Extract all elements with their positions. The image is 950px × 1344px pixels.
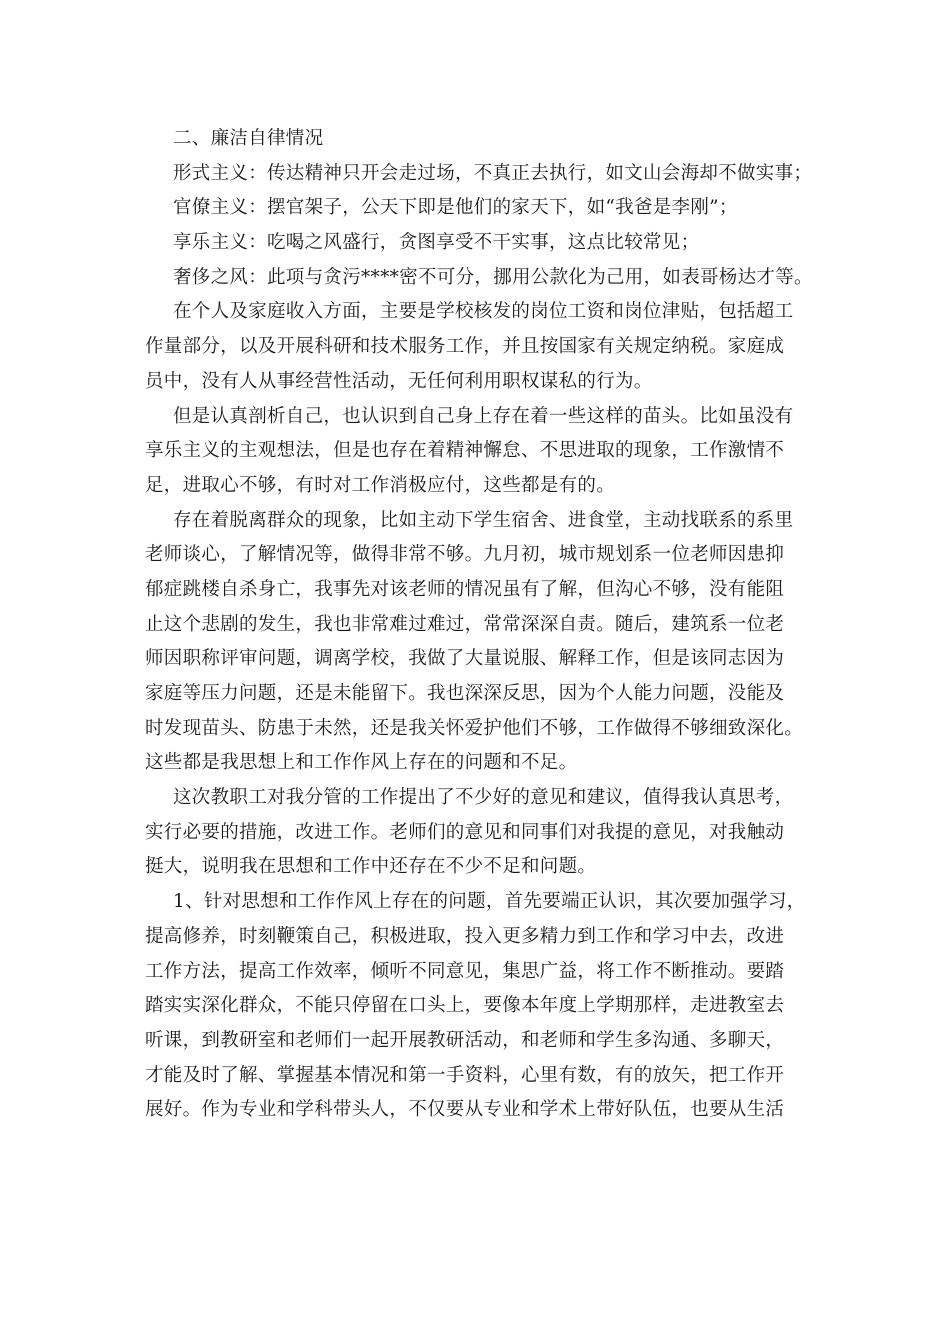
document-body — [145, 122, 815, 1128]
paragraph-line: 实行必要的措施，改进工作。老师们的意见和同事们对我提的意见，对我触动 — [145, 821, 785, 843]
paragraph-line: 展好。作为专业和学科带头人，不仅要从专业和学术上带好队伍，也要从生活 — [145, 1099, 785, 1121]
paragraph-line: 止这个悲剧的发生，我也非常难过难过，常常深深自责。随后，建筑系一位老 — [145, 613, 785, 635]
paragraph-line: 这些都是我思想上和工作作风上存在的问题和不足。 — [145, 752, 578, 774]
paragraph-line: 家庭等压力问题，还是未能留下。我也深深反思，因为个人能力问题，没能及 — [145, 683, 785, 704]
paragraph-line: 足，进取心不够，有时对工作消极应付，这些都是有的。 — [145, 474, 616, 496]
paragraph-line: 踏实实深化群众，不能只停留在口头上，要像本年度上学期那样，走进教室去 — [145, 995, 785, 1017]
paragraph-line: 提高修养，时刻鞭策自己，积极进取，投入更多精力到工作和学习中去，改进 — [145, 925, 785, 947]
paragraph-line: 享乐主义的主观想法，但是也存在着精神懈怠、不思进取的现象，工作激情不 — [145, 440, 785, 462]
paragraph-line: 享乐主义：吃喝之风盛行，贪图享受不干实事，这点比较常见； — [173, 232, 700, 254]
section-heading: 二、廉洁自律情况 — [173, 128, 324, 149]
paragraph-line: 奢侈之风：此项与贪污****密不可分，挪用公款化为己用，如表哥杨达才等。 — [173, 266, 813, 288]
paragraph-line: 老师谈心，了解情况等，做得非常不够。九月初，城市规划系一位老师因患抑 — [145, 544, 785, 566]
paragraph-line: 挺大，说明我在思想和工作中还存在不少不足和问题。 — [145, 856, 597, 878]
paragraph-line: 听课，到教研室和老师们一起开展教研活动，和老师和学生多沟通、多聊天， — [145, 1029, 785, 1051]
paragraph-line: 作量部分，以及开展科研和技术服务工作，并且按国家有关规定纳税。家庭成 — [145, 336, 785, 358]
paragraph-line: 才能及时了解、掌握基本情况和第一手资料，心里有数，有的放矢，把工作开 — [145, 1064, 785, 1086]
paragraph-line: 形式主义：传达精神只开会走过场，不真正去执行，如文山会海却不做实事； — [173, 162, 813, 184]
paragraph-line: 时发现苗头、防患于未然，还是我关怀爱护他们不够，工作做得不够细致深化。 — [145, 717, 804, 739]
paragraph-line: 员中，没有人从事经营性活动，无任何利用职权谋私的行为。 — [145, 370, 653, 392]
paragraph-line: 工作方法，提高工作效率，倾听不同意见，集思广益，将工作不断推动。要踏 — [145, 960, 785, 982]
paragraph-line: 在个人及家庭收入方面，主要是学校核发的岗位工资和岗位津贴，包括超工 — [173, 301, 794, 323]
paragraph-line: 但是认真剖析自己，也认识到自己身上存在着一些这样的苗头。比如虽没有 — [173, 405, 794, 427]
paragraph-line: 郁症跳楼自杀身亡，我事先对该老师的情况虽有了解，但沟心不够，没有能阻 — [145, 578, 785, 600]
paragraph-line: 官僚主义：摆官架子，公天下即是他们的家天下，如“我爸是李刚”； — [173, 197, 738, 219]
paragraph-line: 存在着脱离群众的现象，比如主动下学生宿舍、进食堂，主动找联系的系里 — [173, 509, 794, 531]
paragraph-line: 这次教职工对我分管的工作提出了不少好的意见和建议，值得我认真思考， — [173, 787, 794, 809]
paragraph-line: 1、针对思想和工作作风上存在的问题，首先要端正认识，其次要加强学习， — [173, 891, 806, 913]
paragraph-line: 师因职称评审问题，调离学校，我做了大量说服、解释工作，但是该同志因为 — [145, 648, 785, 670]
